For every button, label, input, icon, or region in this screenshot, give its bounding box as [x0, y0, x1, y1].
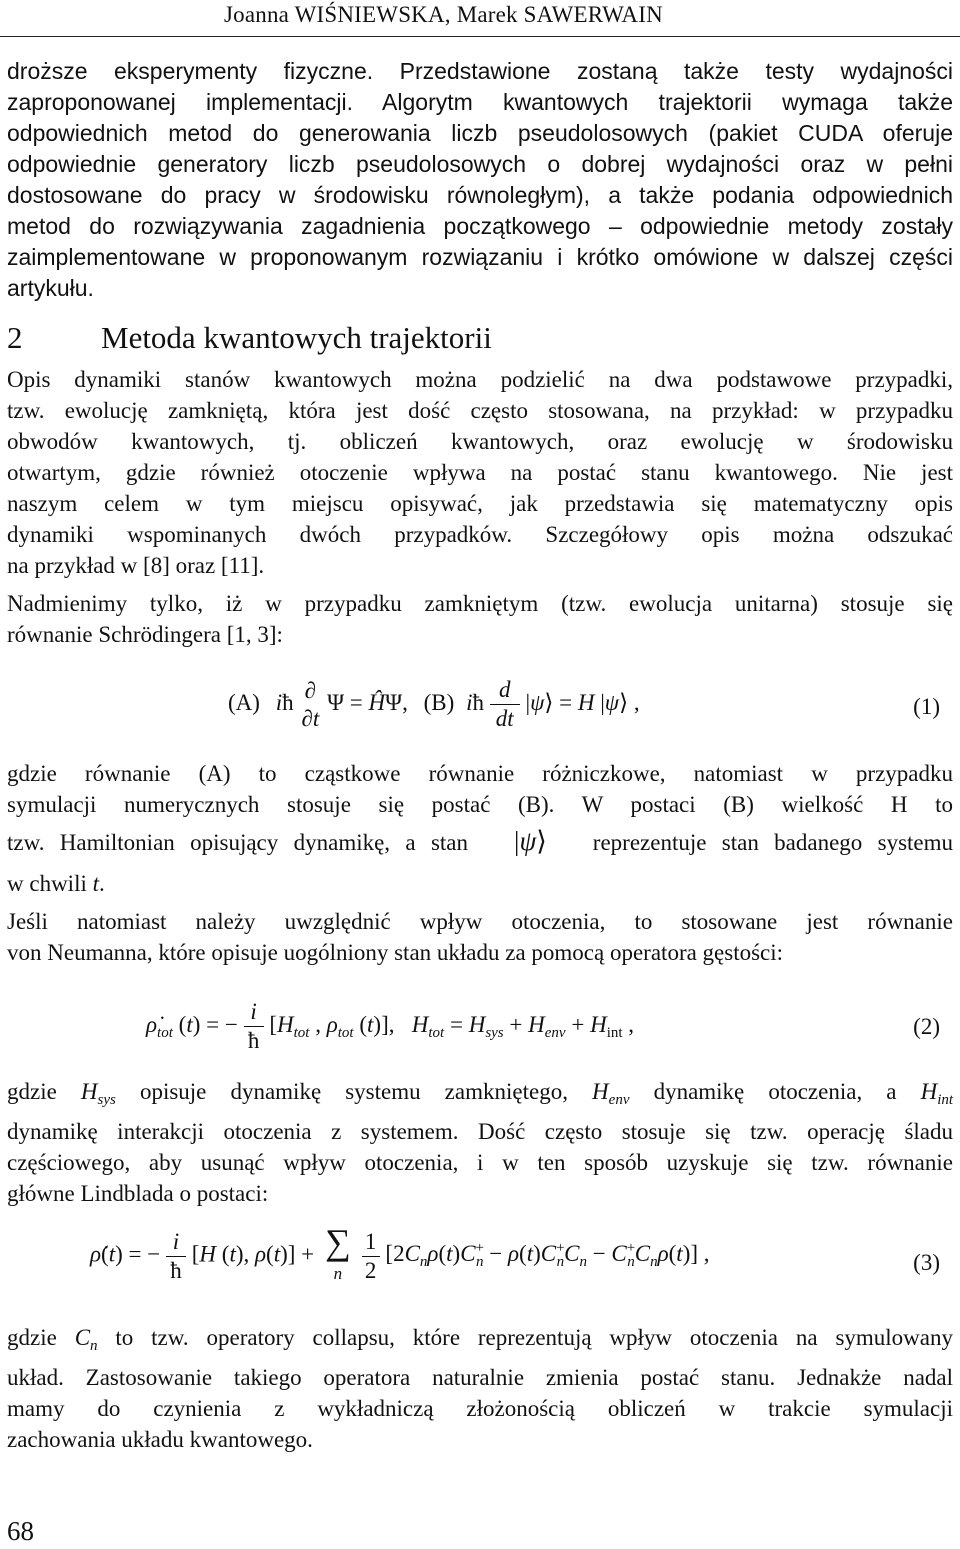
text-line [7, 868, 953, 899]
text-line: otwartym, gdzie również otoczenie wpływa na postać stanu kwantowego. Nie jest [7, 460, 953, 485]
text-segment: . [99, 871, 105, 896]
text-line: mamy do czynienia z wykładniczą złożonością obliczeń w trakcie symulacji [7, 1396, 953, 1421]
text-line: częściowego, aby usunąć wpływ otoczenia, i w ten sposób uzyskuje się tzw. równanie [7, 1150, 953, 1175]
text-line: układ. Zastosowanie takiego operatora naturalnie zmienia postać stanu. Jednakże nadal [7, 1365, 953, 1390]
paragraph-6 [7, 1076, 953, 1209]
text-line: metod do rozwiązywania zagadnienia początkowego – odpowiednie metody zostały [7, 213, 953, 239]
equation-1-number: (1) [913, 694, 940, 719]
text-line: na przykład w [8] oraz [11]. [7, 553, 265, 578]
text-line: dynamiki wspominanych dwóch przypadków. Szczegółowy opis można odszukać [7, 522, 953, 547]
equation-1: (A) iħ ∂ ∂t Ψ = ĤΨ, (B) iħ $\frac{d}{dt}$ |ψ⟩ = H |ψ⟩ , [228, 677, 640, 731]
time-variable: t [92, 871, 99, 896]
equation-2: $\rhȯ_{tot}$ (t) = − $\frac{i}{ħ}$ [$H_{tot}$ , $\rho_{tot}$ (t)], $H_{tot} = H_{sys} + H_{env} + H_{int}$ , [146, 999, 635, 1053]
paragraph-7 [7, 1322, 953, 1455]
text-line: równanie Schrödingera [1, 3]: [7, 622, 283, 647]
text-line: gdzie $C_n$ to tzw. operatory collapsu, które reprezentują wpływ otoczenia na symulowany [7, 1325, 954, 1354]
section-number: 2 [7, 320, 23, 355]
paragraph-5 [7, 906, 953, 968]
eq1-label-b: (B) [423, 689, 455, 715]
text-line: naszym celem w tym miejscu opisywać, jak przedstawia się matematyczny opis [7, 491, 953, 516]
text-line: dynamikę interakcji otoczenia z systemem. Dość często stosuje się tzw. operację śladu [7, 1119, 953, 1144]
equation-2-number: (2) [913, 1014, 940, 1039]
text-line: obwodów kwantowych, tj. obliczeń kwantowych, oraz ewolucję w środowisku [7, 429, 953, 454]
text-segment: w chwili [7, 871, 87, 896]
section-title: Metoda kwantowych trajektorii [101, 320, 492, 355]
equation-3-number: (3) [913, 1250, 940, 1275]
text-segment: tzw. Hamiltonian opisujący dynamikę, a stan [7, 830, 468, 855]
text-segment: to tzw. operatory collapsu, które reprezentują wpływ otoczenia na symulowany [115, 1325, 954, 1350]
equation-3: ρ̇(t) = − $\frac{i}{ħ}$ [H (t), ρ(t)] + ∑ n $\frac{1}{2}$ $[2C_n\rho(t)C^+_n - \rho(t)C^+_nC_n - C^+_nC_n\rho(t)]$ , [90, 1222, 710, 1283]
running-header: Joanna WIŚNIEWSKA, Marek SAWERWAIN [224, 2, 663, 27]
text-segment: reprezentuje stan badanego systemu [592, 830, 954, 855]
text-line: droższe eksperymenty fizyczne. Przedstawione zostaną także testy wydajności [7, 58, 953, 84]
text-line: tzw. Hamiltonian opisujący dynamikę, a stan |ψ⟩ reprezentuje stan badanego systemu [7, 826, 954, 856]
paragraph-2 [7, 364, 953, 581]
section-heading [7, 320, 492, 356]
text-line: zachowania układu kwantowego. [7, 1427, 313, 1452]
text-line: zaproponowanej implementacji. Algorytm kwantowych trajektorii wymaga także [7, 89, 953, 115]
paragraph-1 [7, 56, 953, 304]
text-segment: dynamikę otoczenia, a [653, 1079, 897, 1104]
text-line: symulacji numerycznych stosuje się postać (B). W postaci (B) wielkość H to [7, 792, 953, 817]
text-line: gdzie równanie (A) to cząstkowe równanie różniczkowe, natomiast w przypadku [7, 761, 953, 786]
text-line: dostosowane do pracy w środowisku równoległym), a także podania odpowiednich [7, 182, 953, 208]
paragraph-4-ket-line [7, 826, 953, 858]
text-line: główne Lindblada o postaci: [7, 1181, 269, 1206]
text-segment: opisuje dynamikę systemu zamkniętego, [139, 1079, 568, 1104]
text-segment: gdzie [7, 1325, 57, 1350]
text-line: odpowiednie generatory liczb pseudolosowych o dobrej wydajności oraz w pełni [7, 151, 953, 177]
text-line: Opis dynamiki stanów kwantowych można podzielić na dwa podstawowe przypadki, [7, 367, 953, 392]
text-line: Nadmienimy tylko, iż w przypadku zamkniętym (tzw. ewolucja unitarna) stosuje się [7, 591, 953, 616]
text-line: tzw. ewolucję zamkniętą, która jest dość często stosowana, na przykład: w przypadku [7, 398, 953, 423]
header-rule [0, 36, 960, 37]
paragraph-3 [7, 588, 953, 650]
text-line: odpowiednich metod do generowania liczb pseudolosowych (pakiet CUDA oferuje [7, 120, 953, 146]
text-segment: gdzie [7, 1079, 57, 1104]
text-line: artykułu. [7, 275, 94, 301]
text-line: gdzie $H_{sys}$ opisuje dynamikę systemu zamkniętego, $H_{env}$ dynamikę otoczenia, a $H_{int}$ [7, 1079, 954, 1108]
page-number: 68 [7, 1516, 34, 1546]
text-line: von Neumanna, które opisuje uogólniony stan układu za pomocą operatora gęstości: [7, 940, 784, 965]
paragraph-4-end [7, 868, 953, 899]
text-line: Jeśli natomiast należy uwzględnić wpływ otoczenia, to stosowane jest równanie [7, 909, 953, 934]
text-line: zaimplementowane w proponowanym rozwiązaniu i krótko omówione w dalszej części [7, 244, 953, 270]
paragraph-4 [7, 758, 953, 820]
eq1-label-a: (A) [228, 689, 260, 715]
